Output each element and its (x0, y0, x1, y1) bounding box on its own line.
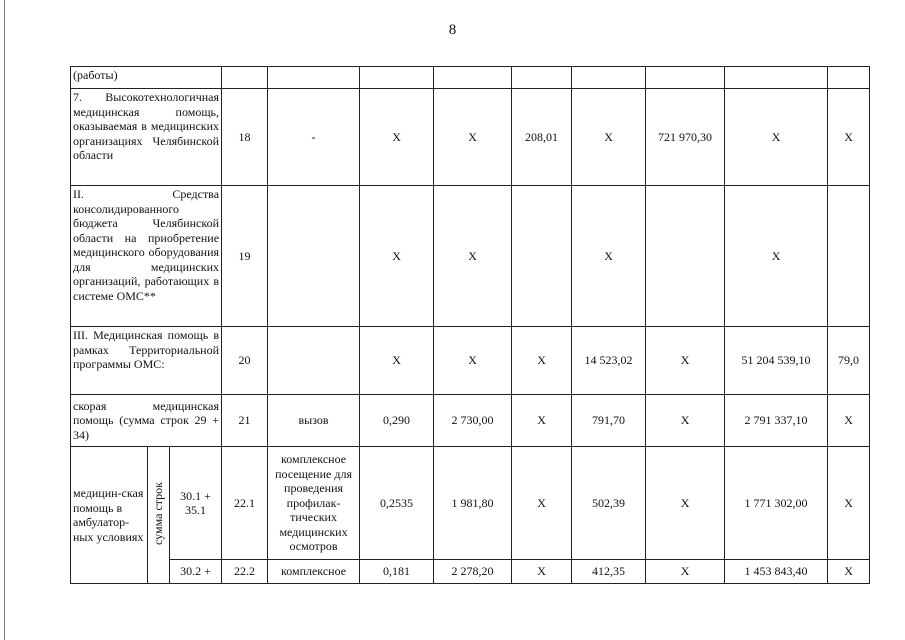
cell: 412,35 (572, 560, 646, 584)
cell: 502,39 (572, 447, 646, 560)
cell: X (434, 327, 512, 395)
cell: X (646, 560, 725, 584)
unit-cell: комплексное (268, 560, 360, 584)
row-line-number: 22.2 (222, 560, 268, 584)
cell: X (646, 447, 725, 560)
cell (268, 327, 360, 395)
cell: X (725, 186, 828, 327)
cell: 79,0 (828, 327, 870, 395)
group-vertical-label-cell (148, 447, 170, 584)
cell: X (828, 447, 870, 560)
cell: X (434, 89, 512, 186)
cell: X (646, 327, 725, 395)
sub-row-label: 30.1 + 35.1 (170, 447, 222, 560)
row-line-number: 20 (222, 327, 268, 395)
cell (268, 67, 360, 89)
cell: 2 278,20 (434, 560, 512, 584)
table-row (71, 395, 870, 447)
cell (725, 67, 828, 89)
row-name: II. Средства консолидированного бюджета Челябинской области на приобретение медицинского оборудования для медицинских организаций, работающих в системе ОМС** (71, 186, 222, 327)
cell: 14 523,02 (572, 327, 646, 395)
cell: X (572, 186, 646, 327)
financing-table (70, 66, 870, 584)
cell: 0,290 (360, 395, 434, 447)
cell (222, 67, 268, 89)
cell: X (360, 89, 434, 186)
unit-cell: комплексное посещение для проведения профилак-тических медицинских осмотров (268, 447, 360, 560)
cell: X (512, 560, 572, 584)
table-row (71, 89, 870, 186)
cell (360, 67, 434, 89)
cell: 2 730,00 (434, 395, 512, 447)
row-name: 7. Высокотехнологичная медицинская помощь, оказываемая в медицинских организациях Челябинской области (71, 89, 222, 186)
cell: 51 204 539,10 (725, 327, 828, 395)
group-label: медицин-ская помощь в амбулатор-ных условиях (71, 447, 148, 584)
cell: 791,70 (572, 395, 646, 447)
cell: X (646, 395, 725, 447)
table-row (71, 186, 870, 327)
cell: 721 970,30 (646, 89, 725, 186)
group-vertical-label: сумма строк (151, 481, 166, 545)
cell (646, 186, 725, 327)
cell (512, 186, 572, 327)
unit-cell: - (268, 89, 360, 186)
cell (512, 67, 572, 89)
cell: 1 771 302,00 (725, 447, 828, 560)
cell: 1 453 843,40 (725, 560, 828, 584)
cell: X (828, 395, 870, 447)
cell: 2 791 337,10 (725, 395, 828, 447)
table-row (71, 447, 870, 560)
cell: 0,181 (360, 560, 434, 584)
table-row (71, 560, 870, 584)
cell: X (828, 560, 870, 584)
cell: X (828, 89, 870, 186)
table-row (71, 67, 870, 89)
row-name: (работы) (71, 67, 222, 89)
unit-cell: вызов (268, 395, 360, 447)
row-line-number: 21 (222, 395, 268, 447)
row-name: III. Медицинская помощь в рамках Территориальной программы ОМС: (71, 327, 222, 395)
row-line-number: 19 (222, 186, 268, 327)
cell (828, 67, 870, 89)
cell: 208,01 (512, 89, 572, 186)
cell: X (725, 89, 828, 186)
cell (646, 67, 725, 89)
page-edge-line (4, 0, 5, 640)
table-row (71, 327, 870, 395)
cell: X (512, 447, 572, 560)
row-name: скорая медицинская помощь (сумма строк 29 + 34) (71, 395, 222, 447)
cell (828, 186, 870, 327)
sub-row-label: 30.2 + (170, 560, 222, 584)
cell: X (360, 186, 434, 327)
cell: X (572, 89, 646, 186)
cell (572, 67, 646, 89)
page-number: 8 (448, 22, 457, 38)
cell: 1 981,80 (434, 447, 512, 560)
cell: X (512, 395, 572, 447)
cell: X (360, 327, 434, 395)
row-line-number: 18 (222, 89, 268, 186)
cell (434, 67, 512, 89)
cell (268, 186, 360, 327)
cell: X (512, 327, 572, 395)
cell: 0,2535 (360, 447, 434, 560)
cell: X (434, 186, 512, 327)
row-line-number: 22.1 (222, 447, 268, 560)
